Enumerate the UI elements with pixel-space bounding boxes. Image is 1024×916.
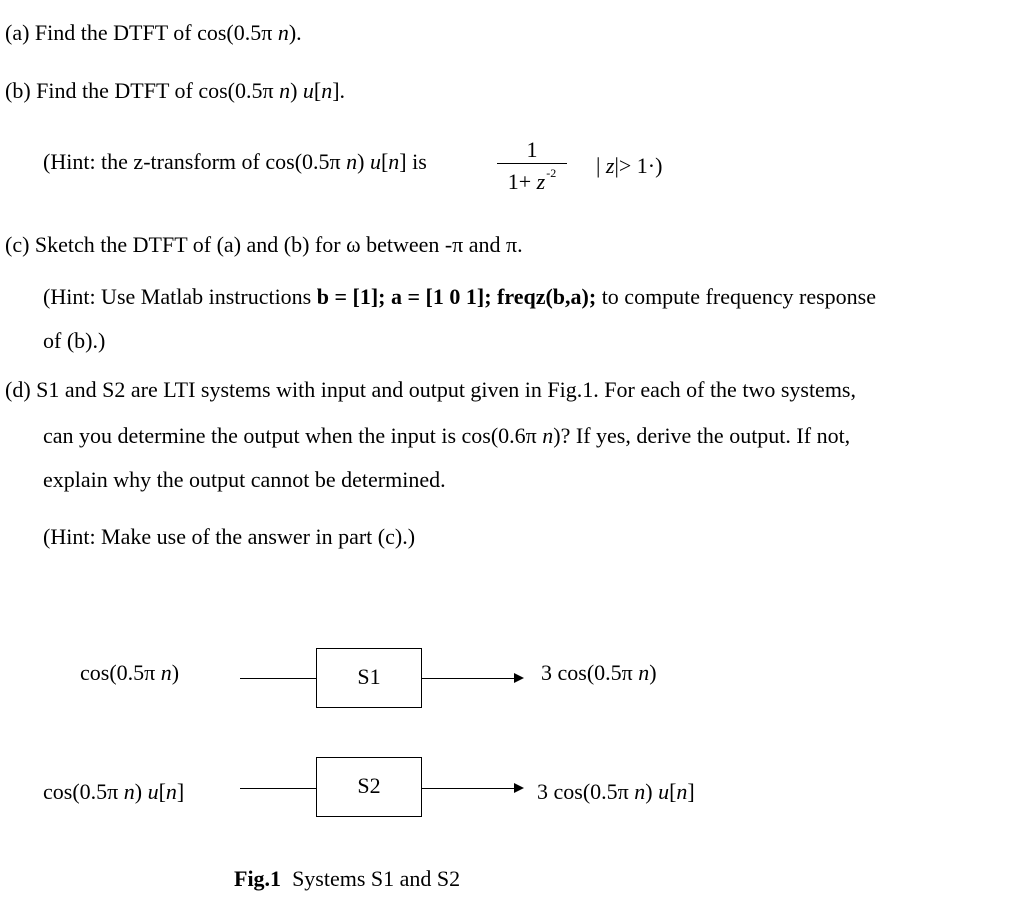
fraction-den-exp: -2 bbox=[546, 165, 557, 180]
part-b-expr-cos: cos(0.5π bbox=[198, 78, 280, 103]
s2-output-cos: 3 cos(0.5π bbox=[537, 779, 635, 804]
hint-b-bc: ] is bbox=[399, 149, 427, 174]
s2-input-wire bbox=[240, 788, 317, 789]
part-b-expr-close: ) bbox=[290, 78, 303, 103]
s2-output-bo: [ bbox=[669, 779, 677, 804]
s2-input-bc: ] bbox=[176, 779, 185, 804]
part-a-expr-n: n bbox=[277, 20, 289, 45]
s2-input-u: u bbox=[147, 779, 159, 804]
hint-c-matlab-cmd: b = [1]; a = [1 0 1]; freqz(b,a); bbox=[316, 284, 597, 309]
s1-input-wire bbox=[240, 678, 317, 679]
s2-input-n: n bbox=[123, 779, 135, 804]
s2-input-bo: [ bbox=[158, 779, 166, 804]
hint-b-fraction bbox=[497, 137, 567, 197]
part-b-label: (b) Find the DTFT of bbox=[5, 78, 199, 103]
figure-caption bbox=[234, 868, 460, 890]
hint-b-text bbox=[43, 151, 427, 173]
part-c-question: (c) Sketch the DTFT of (a) and (b) for ω between -π and π. bbox=[5, 232, 523, 257]
s1-output-label bbox=[541, 662, 657, 684]
s1-system-box bbox=[316, 648, 422, 708]
s1-output-wire bbox=[422, 678, 514, 679]
s2-output-arrowhead bbox=[514, 783, 524, 793]
part-a-expr-close: ). bbox=[288, 20, 302, 45]
fraction-numerator: 1 bbox=[526, 137, 538, 162]
s2-output-label bbox=[537, 781, 695, 803]
part-d-line1: (d) S1 and S2 are LTI systems with input and output given in Fig.1. For each of the two systems, bbox=[5, 377, 856, 402]
s1-input-cos: cos(0.5π bbox=[80, 660, 161, 685]
hint-d-text: (Hint: Make use of the answer in part (c).) bbox=[43, 524, 416, 549]
fraction-den-z: z bbox=[536, 169, 546, 194]
s2-output-close: ) bbox=[645, 779, 659, 804]
s1-output-arrowhead bbox=[514, 673, 524, 683]
hint-c-line1 bbox=[43, 286, 876, 308]
fraction-bar bbox=[497, 163, 567, 164]
s2-system-box bbox=[316, 757, 422, 817]
part-b-expr-bc: ]. bbox=[332, 78, 346, 103]
figure-caption-text: Systems S1 and S2 bbox=[281, 866, 461, 891]
hint-b-u: u bbox=[369, 149, 381, 174]
figure-caption-label: Fig.1 bbox=[234, 866, 282, 891]
s2-output-bn: n bbox=[676, 779, 688, 804]
hint-c-suffix: to compute frequency response bbox=[596, 284, 876, 309]
part-b-expr-u: u bbox=[302, 78, 314, 103]
roc-bar: | bbox=[596, 153, 601, 178]
hint-c-line2: of (b).) bbox=[43, 328, 106, 353]
s2-input-label bbox=[43, 781, 184, 803]
roc-z: z bbox=[605, 153, 615, 178]
s1-output-cos: 3 cos(0.5π bbox=[541, 660, 639, 685]
s2-input-bn: n bbox=[165, 779, 177, 804]
s1-input-label bbox=[80, 662, 179, 684]
s1-output-close: ) bbox=[649, 660, 657, 685]
part-d-line2 bbox=[43, 425, 850, 447]
s2-input-close: ) bbox=[134, 779, 148, 804]
part-b-expr-bo: [ bbox=[313, 78, 322, 103]
hint-b-roc bbox=[596, 155, 662, 177]
part-d-line3: explain why the output cannot be determined. bbox=[43, 467, 446, 492]
s1-input-n: n bbox=[160, 660, 172, 685]
s2-input-cos: cos(0.5π bbox=[43, 779, 124, 804]
hint-b-prefix: (Hint: the z-transform of cos(0.5π bbox=[43, 149, 347, 174]
s2-output-n: n bbox=[634, 779, 646, 804]
part-b-expr-n: n bbox=[279, 78, 291, 103]
s2-box-label: S2 bbox=[357, 773, 381, 798]
part-a-question bbox=[5, 22, 302, 44]
part-d-line2-n: n bbox=[542, 423, 554, 448]
hint-b-bo: [ bbox=[380, 149, 389, 174]
part-a-label: (a) Find the DTFT of bbox=[5, 20, 198, 45]
hint-b-mid: ) bbox=[357, 149, 370, 174]
hint-c-prefix: (Hint: Use Matlab instructions bbox=[43, 284, 317, 309]
s2-output-bc: ] bbox=[687, 779, 695, 804]
part-d-line2-suffix: )? If yes, derive the output. If not, bbox=[553, 423, 851, 448]
part-d-line2-prefix: can you determine the output when the input is cos(0.6π bbox=[43, 423, 543, 448]
part-b-expr-bn: n bbox=[321, 78, 333, 103]
s1-output-n: n bbox=[638, 660, 650, 685]
s1-box-label: S1 bbox=[357, 664, 381, 689]
s2-output-wire bbox=[422, 788, 514, 789]
part-a-expr-cos: cos(0.5π bbox=[197, 20, 278, 45]
hint-b-n: n bbox=[346, 149, 358, 174]
roc-rest: |> 1·) bbox=[614, 153, 663, 178]
s2-output-u: u bbox=[658, 779, 670, 804]
s1-input-close: ) bbox=[171, 660, 180, 685]
fraction-den-base: 1+ bbox=[507, 169, 537, 194]
fraction-denominator bbox=[497, 165, 567, 195]
part-b-question bbox=[5, 80, 345, 102]
hint-b-bn: n bbox=[388, 149, 400, 174]
